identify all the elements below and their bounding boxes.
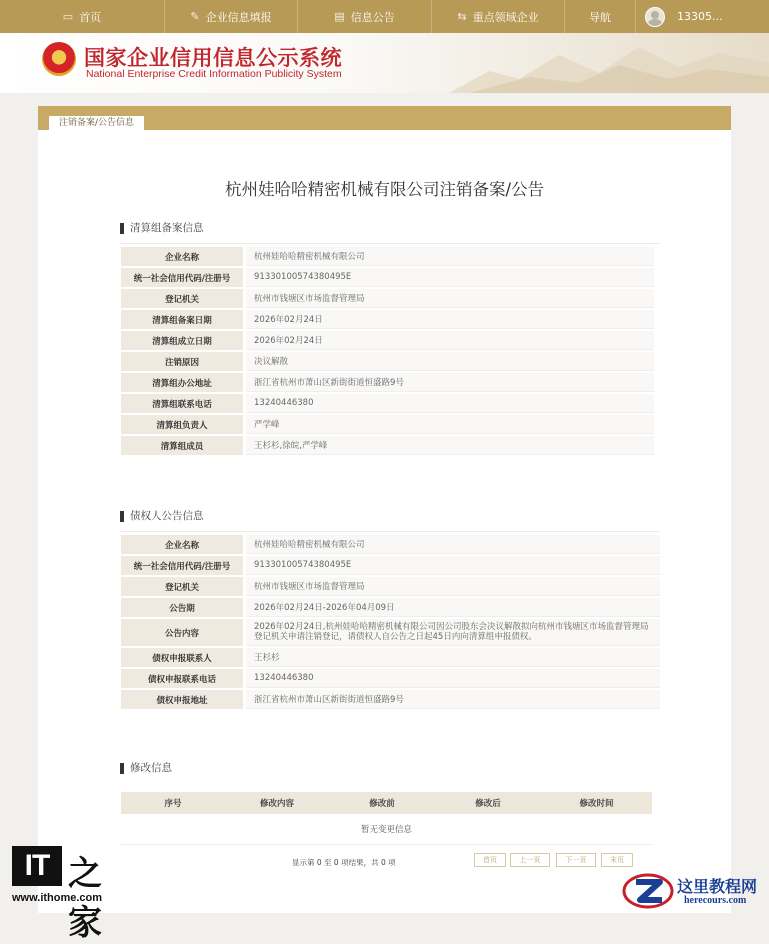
- row-value: 浙江省杭州市萧山区新街街道恒盛路9号: [246, 373, 654, 392]
- pager-summary: 显示第 0 至 0 项结果，共 0 项: [292, 858, 396, 867]
- nav-notice[interactable]: [298, 0, 431, 33]
- col-change-content: 修改内容: [259, 799, 294, 809]
- prev-page-button[interactable]: 上一页: [510, 853, 550, 867]
- section-title-liquidation: 清算组备案信息: [120, 223, 204, 234]
- info-row: [121, 598, 660, 617]
- liquidation-info-table: [121, 245, 654, 457]
- info-row: [121, 373, 654, 392]
- nav-guide-label: 导航: [589, 10, 611, 24]
- row-label: 清算组联系电话: [121, 394, 246, 413]
- ithome-watermark: [12, 844, 122, 943]
- document-icon: ▤: [334, 10, 345, 23]
- herecours-watermark: [622, 870, 769, 913]
- info-row: [121, 268, 654, 287]
- edit-icon: ✎: [190, 10, 200, 23]
- herecours-logo-icon: [622, 872, 674, 910]
- row-value: 91330100574380495E: [246, 556, 660, 575]
- col-after: 修改后: [475, 799, 501, 809]
- info-row: [121, 415, 654, 434]
- col-index: 序号: [164, 799, 182, 809]
- row-label: 清算组备案日期: [121, 310, 246, 329]
- col-before: 修改前: [369, 799, 395, 809]
- row-value: 2026年02月24日: [246, 331, 654, 350]
- tab-cancellation-notice[interactable]: 注销备案/公告信息: [49, 116, 144, 130]
- info-row: [121, 648, 660, 667]
- herecours-en: herecours.com: [684, 895, 747, 906]
- row-label: 债权申报联系电话: [121, 669, 246, 688]
- row-label: 清算组成员: [121, 436, 246, 455]
- row-label: 注销原因: [121, 352, 246, 371]
- section-divider: [120, 531, 660, 532]
- row-label: 债权申报地址: [121, 690, 246, 709]
- user-phone: 13305...: [677, 10, 723, 23]
- ithome-logo-text: 之家: [68, 854, 102, 943]
- info-row: [121, 669, 660, 688]
- info-row: [121, 690, 660, 709]
- row-label: 登记机关: [121, 289, 246, 308]
- nav-guide[interactable]: [565, 0, 635, 33]
- row-value: 浙江省杭州市萧山区新街街道恒盛路9号: [246, 690, 660, 709]
- creditor-info-table: [121, 533, 660, 711]
- info-row: [121, 619, 660, 646]
- row-value: 王杉杉: [246, 648, 660, 667]
- user-menu[interactable]: [636, 7, 722, 27]
- monitor-icon: ▭: [62, 10, 74, 23]
- row-label: 登记机关: [121, 577, 246, 596]
- nav-key-enterprise[interactable]: [432, 0, 564, 33]
- row-label: 企业名称: [121, 535, 246, 554]
- mountain-decoration: [449, 33, 769, 93]
- info-row: [121, 556, 660, 575]
- row-value: 13240446380: [246, 394, 654, 413]
- info-row: [121, 577, 660, 596]
- row-value: 严学峰: [246, 415, 654, 434]
- row-label: 统一社会信用代码/注册号: [121, 268, 246, 287]
- row-label: 清算组办公地址: [121, 373, 246, 392]
- info-row: [121, 436, 654, 455]
- avatar: [645, 7, 665, 27]
- row-value: 杭州市钱塘区市场监督管理局: [246, 289, 654, 308]
- first-page-button[interactable]: 首页: [474, 853, 506, 867]
- section-title-creditor: 债权人公告信息: [120, 511, 204, 522]
- ithome-url: www.ithome.com: [12, 892, 103, 904]
- row-value: 王杉杉,徐皖,严学峰: [246, 436, 654, 455]
- row-label: 公告内容: [121, 619, 246, 646]
- info-row: [121, 289, 654, 308]
- row-value: 2026年02月24日-2026年04月09日: [246, 598, 660, 617]
- ithome-logo-box: IT: [12, 846, 62, 886]
- row-value: 91330100574380495E: [246, 268, 654, 287]
- row-label: 清算组负责人: [121, 415, 246, 434]
- info-row: [121, 310, 654, 329]
- row-label: 统一社会信用代码/注册号: [121, 556, 246, 575]
- row-label: 清算组成立日期: [121, 331, 246, 350]
- info-row: [121, 394, 654, 413]
- site-title-cn[interactable]: 国家企业信用信息公示系统: [84, 46, 342, 70]
- row-label: 债权申报联系人: [121, 648, 246, 667]
- row-value: 杭州市钱塘区市场监督管理局: [246, 577, 660, 596]
- nav-notice-label: 信息公告: [350, 10, 395, 24]
- nav-home-label: 首页: [79, 10, 102, 24]
- nav-key-enterprise-label: 重点领域企业: [472, 10, 539, 24]
- row-label: 公告期: [121, 598, 246, 617]
- nav-home[interactable]: [0, 0, 164, 33]
- nav-report-label: 企业信息填报: [205, 10, 272, 24]
- next-page-button[interactable]: 下一页: [556, 853, 596, 867]
- row-value: 杭州娃哈哈精密机械有限公司: [246, 535, 660, 554]
- row-value: 2026年02月24日,杭州娃哈哈精密机械有限公司因公司股东会决议解散拟向杭州市钱塘区市场监督管理局登记机关申请注销登记，请债权人自公告之日起45日内向清算组申报债权。: [246, 619, 660, 646]
- card-header: [38, 106, 731, 130]
- handshake-icon: ⇆: [457, 10, 467, 23]
- info-row: [121, 247, 654, 266]
- info-row: [121, 352, 654, 371]
- col-change-time: 修改时间: [579, 799, 614, 809]
- page-title: 杭州娃哈哈精密机械有限公司注销备案/公告: [224, 180, 545, 199]
- empty-state: 暂无变更信息: [121, 814, 652, 845]
- national-emblem-icon: [42, 42, 76, 76]
- content-card: [38, 106, 731, 913]
- top-nav: [0, 0, 769, 33]
- row-label: 企业名称: [121, 247, 246, 266]
- site-title-en: National Enterprise Credit Information Publicity System: [86, 68, 342, 80]
- row-value: 13240446380: [246, 669, 660, 688]
- row-value: 2026年02月24日: [246, 310, 654, 329]
- nav-report[interactable]: [165, 0, 297, 33]
- section-title-modification: 修改信息: [120, 763, 172, 774]
- row-value: 决议解散: [246, 352, 654, 371]
- section-divider: [120, 243, 660, 244]
- info-row: [121, 331, 654, 350]
- modification-table-header: [121, 792, 652, 814]
- info-row: [121, 535, 660, 554]
- last-page-button[interactable]: 末页: [601, 853, 633, 867]
- row-value: 杭州娃哈哈精密机械有限公司: [246, 247, 654, 266]
- herecours-cn: 这里教程网: [677, 877, 758, 896]
